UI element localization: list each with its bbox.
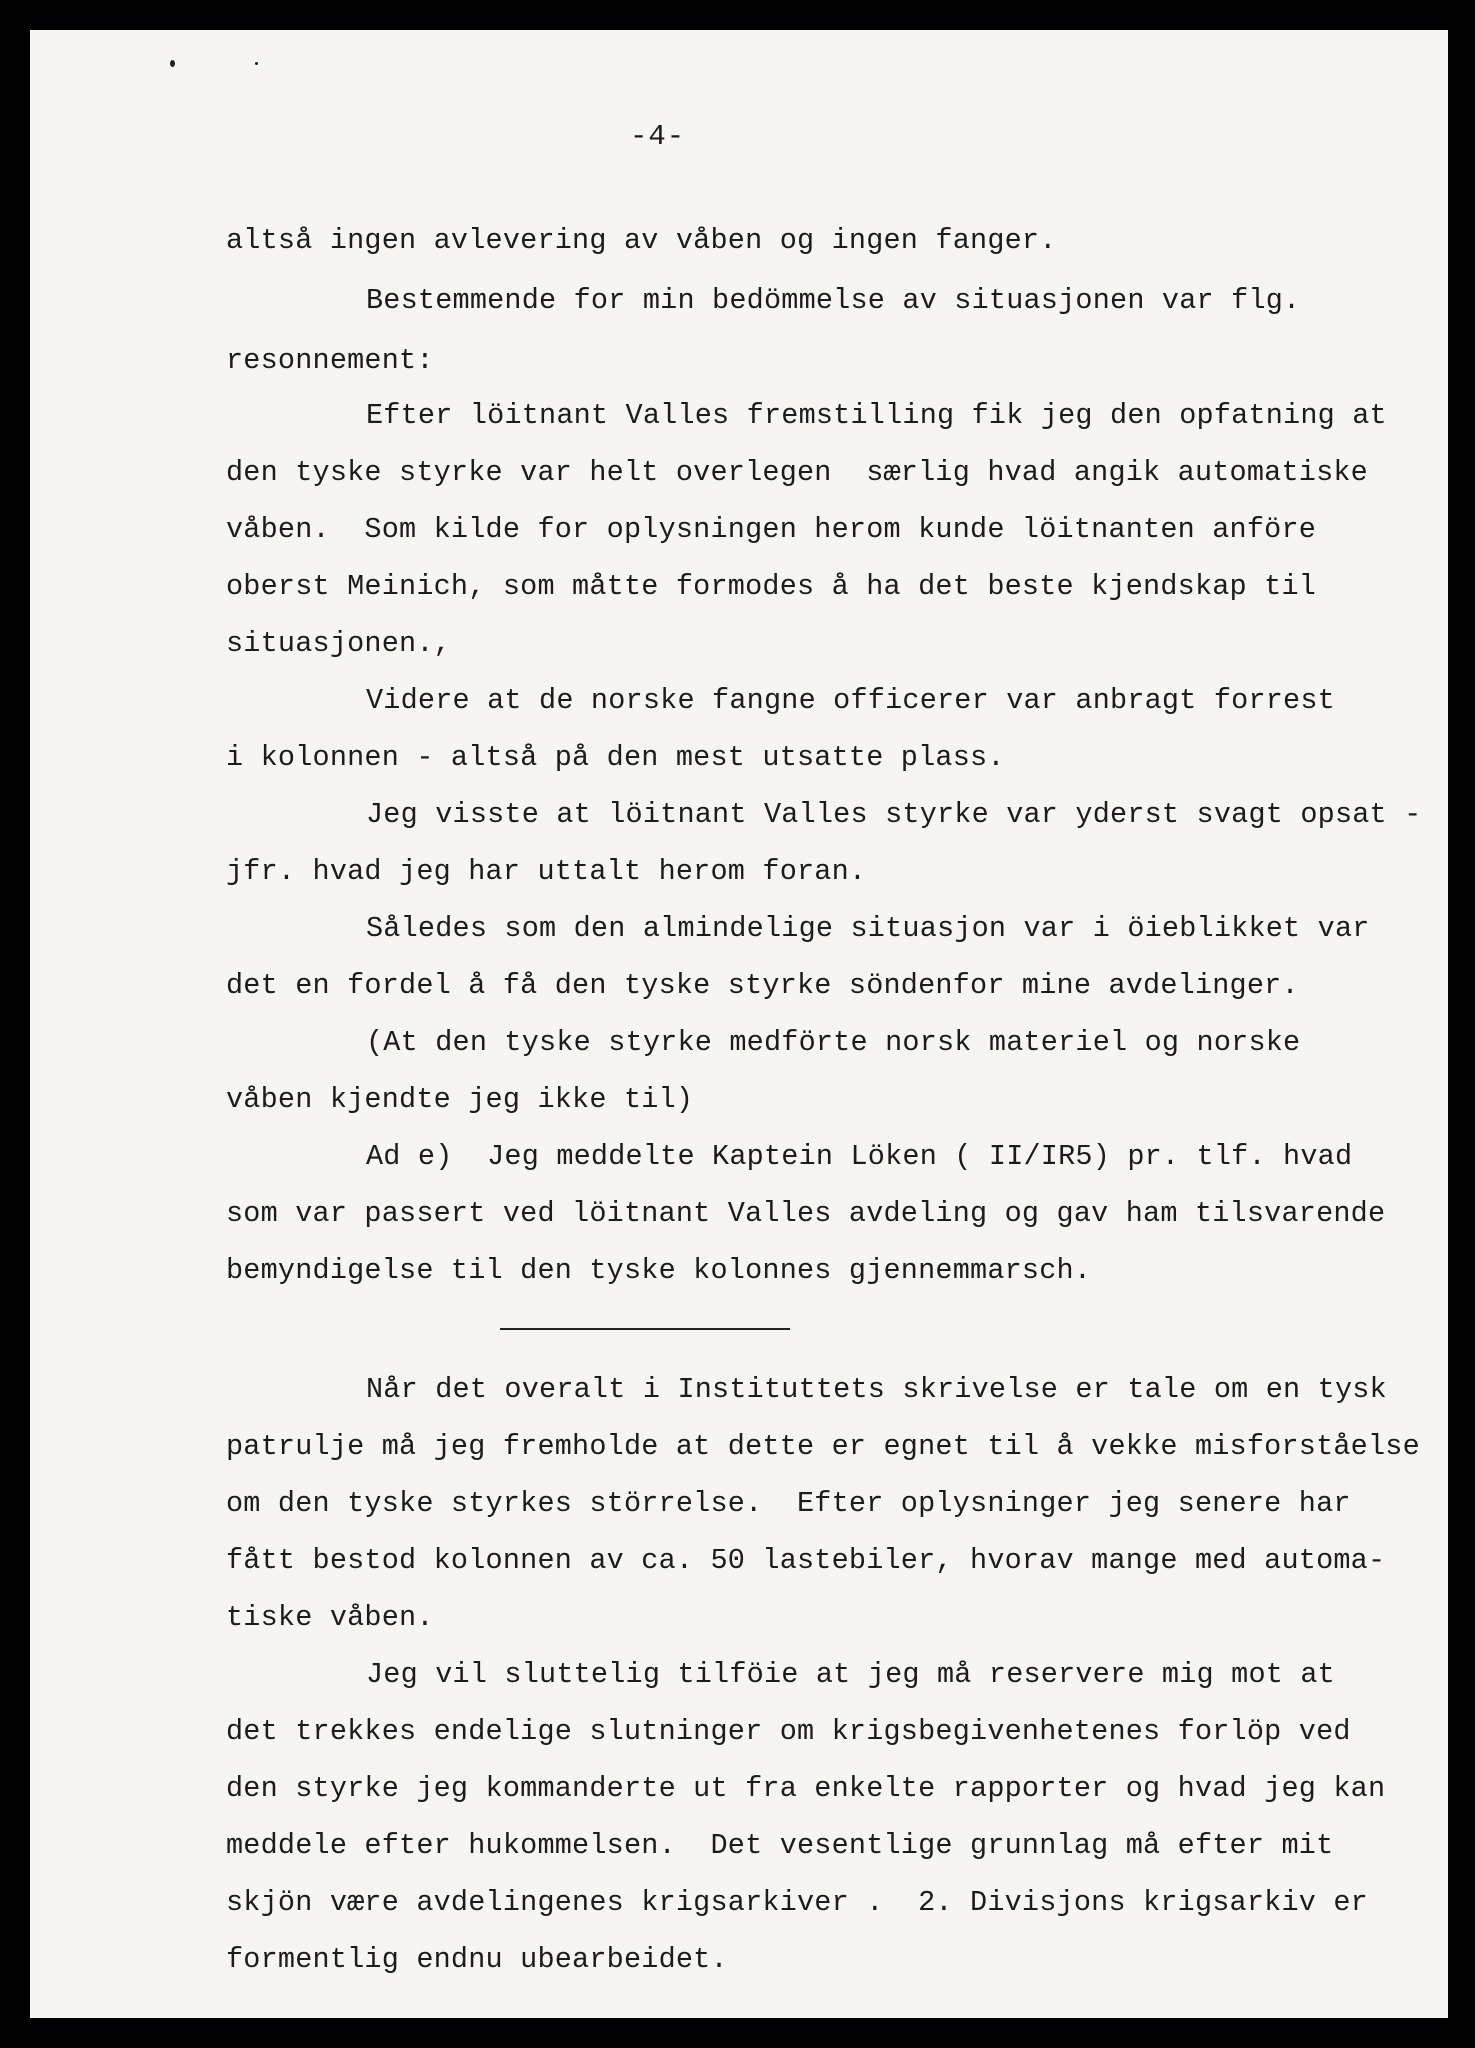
text-line: tiske våben. <box>226 1601 434 1634</box>
text-line: i kolonnen - altså på den mest utsatte plass. <box>226 741 1005 774</box>
text-line: våben kjendte jeg ikke til) <box>226 1083 694 1116</box>
text-line: Når det overalt i Instituttets skrivelse er tale om en tysk <box>366 1373 1387 1406</box>
text-line: altså ingen avlevering av våben og ingen fanger. <box>226 224 1057 257</box>
document-page <box>30 30 1448 2018</box>
text-line: skjön være avdelingenes krigsarkiver . 2. Divisjons krigsarkiv er <box>226 1886 1368 1919</box>
text-line: resonnement: <box>226 344 434 377</box>
text-line: som var passert ved löitnant Valles avdeling og gav ham tilsvarende <box>226 1197 1386 1230</box>
ink-dot-mark <box>170 60 175 67</box>
text-line: (At den tyske styrke medförte norsk materiel og norske <box>366 1026 1301 1059</box>
ink-dot-mark <box>255 62 258 65</box>
text-line: om den tyske styrkes störrelse. Efter oplysninger jeg senere har <box>226 1487 1351 1520</box>
text-line: våben. Som kilde for oplysningen herom kunde löitnanten anföre <box>226 513 1317 546</box>
text-line: Bestemmende for min bedömmelse av situasjonen var flg. <box>366 284 1301 317</box>
text-line: Jeg visste at löitnant Valles styrke var yderst svagt opsat - <box>366 798 1422 831</box>
section-divider <box>500 1328 790 1330</box>
text-line: situasjonen., <box>226 627 451 660</box>
text-line: Således som den almindelige situasjon var i öieblikket var <box>366 912 1370 945</box>
text-line: jfr. hvad jeg har uttalt herom foran. <box>226 855 867 888</box>
text-line: Efter löitnant Valles fremstilling fik jeg den opfatning at <box>366 399 1387 432</box>
text-line: det trekkes endelige slutninger om krigsbegivenhetenes forlöp ved <box>226 1715 1351 1748</box>
text-line: patrulje må jeg fremholde at dette er egnet til å vekke misforståelse <box>226 1430 1420 1463</box>
text-line: fått bestod kolonnen av ca. 50 lastebiler, hvorav mange med automa- <box>226 1544 1386 1577</box>
text-line: meddele efter hukommelsen. Det vesentlige grunnlag må efter mit <box>226 1829 1334 1862</box>
text-line: Videre at de norske fangne officerer var anbragt forrest <box>366 684 1335 717</box>
text-line: den tyske styrke var helt overlegen særlig hvad angik automatiske <box>226 456 1368 489</box>
text-line: den styrke jeg kommanderte ut fra enkelte rapporter og hvad jeg kan <box>226 1772 1386 1805</box>
text-line: Ad e) Jeg meddelte Kaptein Löken ( II/IR5) pr. tlf. hvad <box>366 1140 1353 1173</box>
text-line: bemyndigelse til den tyske kolonnes gjennemmarsch. <box>226 1254 1092 1287</box>
text-line: Jeg vil sluttelig tilföie at jeg må reservere mig mot at <box>366 1658 1335 1691</box>
text-line: formentlig endnu ubearbeidet. <box>226 1943 728 1976</box>
text-line: oberst Meinich, som måtte formodes å ha det beste kjendskap til <box>226 570 1317 603</box>
text-line: det en fordel å få den tyske styrke söndenfor mine avdelinger. <box>226 969 1299 1002</box>
page-number: -4- <box>630 120 686 153</box>
